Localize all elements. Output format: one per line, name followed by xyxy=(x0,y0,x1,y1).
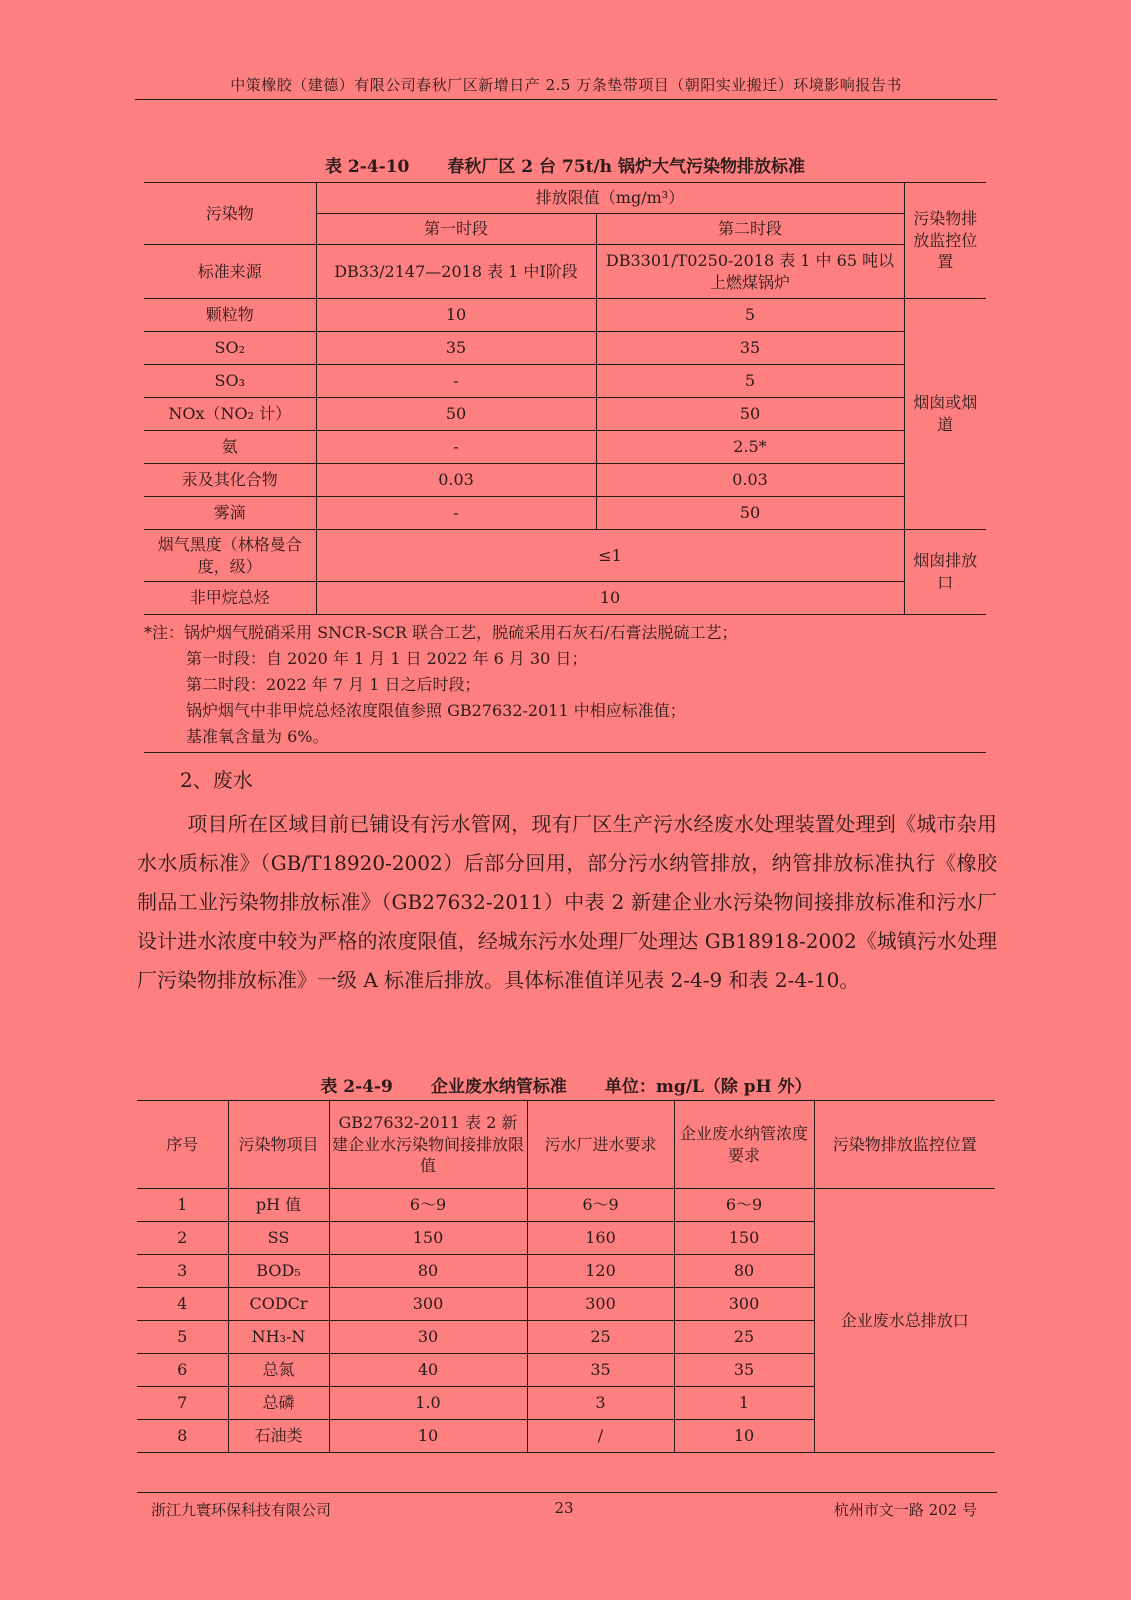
footer-company: 浙江九寰环保科技有限公司 xyxy=(151,1501,332,1519)
table2-unit: 单位：mg/L（除 pH 外） xyxy=(604,1077,812,1097)
table1-header-pollutant: 污染物 xyxy=(144,183,316,245)
table2-plant: 300 xyxy=(527,1288,674,1321)
table2-plant: / xyxy=(527,1420,674,1453)
table1-monitor-stack: 烟囱或烟道 xyxy=(904,299,986,530)
table1-row-stage2: 0.03 xyxy=(596,464,904,497)
table1-row-stage1: 50 xyxy=(316,398,596,431)
table1-row-name: 颗粒物 xyxy=(144,299,316,332)
table2-req: 300 xyxy=(674,1288,814,1321)
table1-caption xyxy=(144,152,986,177)
table1-monitor-outlet: 烟囱排放口 xyxy=(904,530,986,615)
table1-row-name: SO₃ xyxy=(144,365,316,398)
table1-header-limit: 排放限值（mg/m³） xyxy=(316,183,904,214)
table1-source-stage1: DB33/2147—2018 表 1 中Ⅰ阶段 xyxy=(316,245,596,299)
table2-item: pH 值 xyxy=(228,1189,329,1222)
table2-req: 1 xyxy=(674,1387,814,1420)
table2-item: 总氮 xyxy=(228,1354,329,1387)
table2-number: 表 2-4-9 xyxy=(320,1077,393,1097)
table2-header: 企业废水纳管浓度要求 xyxy=(674,1101,814,1189)
table2-header: GB27632-2011 表 2 新建企业水污染物间接排放限值 xyxy=(329,1101,527,1189)
table2-plant: 6～9 xyxy=(527,1189,674,1222)
table1-header-stage1: 第一时段 xyxy=(316,214,596,245)
note-line: 第二时段：2022 年 7 月 1 日之后时段； xyxy=(186,675,481,694)
table2-caption xyxy=(137,1072,995,1097)
table2-plant: 35 xyxy=(527,1354,674,1387)
table1-row-name: 汞及其化合物 xyxy=(144,464,316,497)
table2-req: 10 xyxy=(674,1420,814,1453)
table2-item: NH₃-N xyxy=(228,1321,329,1354)
table2-no: 2 xyxy=(137,1222,228,1255)
table2-gb: 80 xyxy=(329,1255,527,1288)
table2-req: 80 xyxy=(674,1255,814,1288)
table2-item: CODCr xyxy=(228,1288,329,1321)
table2-no: 5 xyxy=(137,1321,228,1354)
table1-row-stage1: 10 xyxy=(316,299,596,332)
table1-notes xyxy=(144,620,986,753)
air-emission-table xyxy=(144,182,986,615)
note-line: *注：锅炉烟气脱硝采用 SNCR-SCR 联合工艺，脱硫采用石灰石/石膏法脱硫工艺； xyxy=(144,623,738,642)
table1-row-stage2: 5 xyxy=(596,299,904,332)
table2-req: 25 xyxy=(674,1321,814,1354)
table2-req: 35 xyxy=(674,1354,814,1387)
note-line: 锅炉烟气中非甲烷总烃浓度限值参照 GB27632-2011 中相应标准值； xyxy=(186,701,686,720)
table1-nmhc-value: 10 xyxy=(316,582,904,615)
table2-gb: 300 xyxy=(329,1288,527,1321)
table2-item: 石油类 xyxy=(228,1420,329,1453)
table2-no: 7 xyxy=(137,1387,228,1420)
table2-gb: 40 xyxy=(329,1354,527,1387)
table1-row-stage2: 50 xyxy=(596,398,904,431)
table1-row-name: 雾滴 xyxy=(144,497,316,530)
table1-source-stage2: DB3301/T0250-2018 表 1 中 65 吨以上燃煤锅炉 xyxy=(596,245,904,299)
table1-row-stage1: 35 xyxy=(316,332,596,365)
table2-gb: 150 xyxy=(329,1222,527,1255)
note-line: 基准氧含量为 6%。 xyxy=(186,727,329,746)
table2-title: 企业废水纳管标准 xyxy=(430,1077,567,1097)
paragraph-text: 项目所在区域目前已铺设有污水管网，现有厂区生产污水经废水处理装置处理到《城市杂用水水质标准》（GB/T18920-2002）后部分回用，部分污水纳管排放，纳管排放标准执行《橡胶制品工业污染物排放标准》（GB27632-2011）中表 2 新建企业水污染物间接排放标准和污水厂设计进水浓度中较为严格的浓度限值，经城东污水处理厂处理达 GB18918-2002《城镇污水处理厂污染物排放标准》一级 A 标准后排放。具体标准值详见表 2-4-9 和表 2-4-10。 xyxy=(137,812,997,992)
table1-title: 春秋厂区 2 台 75t/h 锅炉大气污染物排放标准 xyxy=(447,157,805,177)
table2-gb: 1.0 xyxy=(329,1387,527,1420)
wastewater-table xyxy=(137,1100,995,1453)
table2-no: 3 xyxy=(137,1255,228,1288)
table2-req: 150 xyxy=(674,1222,814,1255)
table1-row-stage2: 35 xyxy=(596,332,904,365)
table1-blackness-value: ≤1 xyxy=(316,530,904,582)
table2-req: 6～9 xyxy=(674,1189,814,1222)
table1-row-stage1: - xyxy=(316,431,596,464)
table2-no: 1 xyxy=(137,1189,228,1222)
table2-header: 污染物排放监控位置 xyxy=(814,1101,995,1189)
table1-source-label: 标准来源 xyxy=(144,245,316,299)
table2-plant: 160 xyxy=(527,1222,674,1255)
table2-gb: 10 xyxy=(329,1420,527,1453)
table2-plant: 3 xyxy=(527,1387,674,1420)
table1-row-stage1: 0.03 xyxy=(316,464,596,497)
table1-row-stage1: - xyxy=(316,365,596,398)
table1-blackness-label: 烟气黑度（林格曼合度，级） xyxy=(144,530,316,582)
table2-header: 序号 xyxy=(137,1101,228,1189)
table2-header: 污染物项目 xyxy=(228,1101,329,1189)
body-paragraph xyxy=(137,805,997,1000)
table1-row-stage2: 50 xyxy=(596,497,904,530)
table1-row-stage2: 2.5* xyxy=(596,431,904,464)
table1-number: 表 2-4-10 xyxy=(325,157,410,177)
table2-gb: 6～9 xyxy=(329,1189,527,1222)
page-header: 中策橡胶（建德）有限公司春秋厂区新增日产 2.5 万条垫带项目（朝阳实业搬迁）环境影响报告书 xyxy=(135,74,997,100)
footer-address: 杭州市文一路 202 号 xyxy=(833,1501,977,1519)
table2-no: 8 xyxy=(137,1420,228,1453)
table1-header-stage2: 第二时段 xyxy=(596,214,904,245)
table2-plant: 120 xyxy=(527,1255,674,1288)
note-line: 第一时段：自 2020 年 1 月 1 日 2022 年 6 月 30 日； xyxy=(186,649,588,668)
section-title: 2、废水 xyxy=(180,768,253,792)
table1-row-name: NOx（NO₂ 计） xyxy=(144,398,316,431)
table1-row-stage1: - xyxy=(316,497,596,530)
table2-gb: 30 xyxy=(329,1321,527,1354)
table1-nmhc-label: 非甲烷总烃 xyxy=(144,582,316,615)
table2-monitor: 企业废水总排放口 xyxy=(814,1189,995,1453)
page-number: 23 xyxy=(554,1499,574,1517)
table2-no: 6 xyxy=(137,1354,228,1387)
table1-header-monitor: 污染物排放监控位置 xyxy=(904,183,986,299)
table2-plant: 25 xyxy=(527,1321,674,1354)
table1-row-name: SO₂ xyxy=(144,332,316,365)
table2-header: 污水厂进水要求 xyxy=(527,1101,674,1189)
page-footer xyxy=(137,1492,997,1520)
table1-row-stage2: 5 xyxy=(596,365,904,398)
table2-item: SS xyxy=(228,1222,329,1255)
table2-no: 4 xyxy=(137,1288,228,1321)
table2-item: BOD₅ xyxy=(228,1255,329,1288)
table2-item: 总磷 xyxy=(228,1387,329,1420)
table1-row-name: 氨 xyxy=(144,431,316,464)
